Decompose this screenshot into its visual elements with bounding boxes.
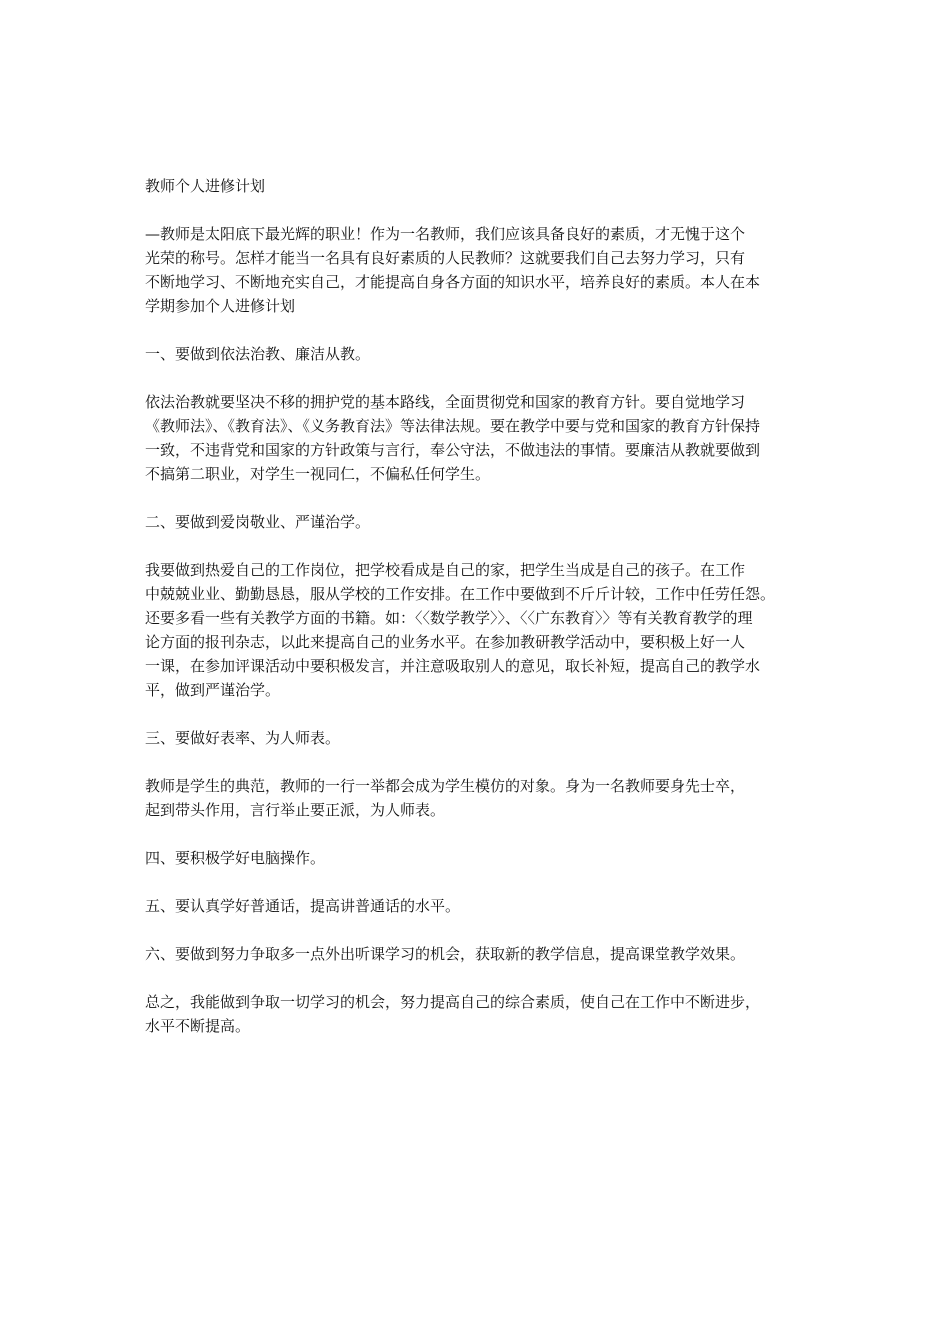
section-1-line: 一致，不违背党和国家的方针政策与言行，奉公守法，不做违法的事情。要廉洁从教就要做到 bbox=[145, 441, 761, 459]
section-1-heading: 一、要做到依法治教、廉洁从教。 bbox=[145, 345, 371, 363]
section-4-heading: 四、要积极学好电脑操作。 bbox=[145, 849, 326, 867]
section-2-line: 论方面的报刊杂志，以此来提高自己的业务水平。在参加教研教学活动中，要积极上好一人 bbox=[145, 633, 746, 651]
section-3-heading: 三、要做好表率、为人师表。 bbox=[145, 729, 341, 747]
section-5-heading: 五、要认真学好普通话，提高讲普通话的水平。 bbox=[145, 897, 461, 915]
intro-line: 光荣的称号。怎样才能当一名具有良好素质的人民教师？这就要我们自己去努力学习，只有 bbox=[145, 249, 746, 267]
section-1-line: 依法治教就要坚决不移的拥护党的基本路线，全面贯彻党和国家的教育方针。要自觉地学习 bbox=[145, 393, 746, 411]
document-title: 教师个人进修计划 bbox=[145, 177, 266, 195]
section-2-line: 一课，在参加评课活动中要积极发言，并注意吸取别人的意见，取长补短，提高自己的教学水 bbox=[145, 657, 761, 675]
section-1-line: 《教师法》、《教育法》、《义务教育法》等法律法规。要在教学中要与党和国家的教育方针保持 bbox=[145, 417, 761, 435]
section-3-line: 起到带头作用，言行举止要正派，为人师表。 bbox=[145, 801, 446, 819]
section-1-line: 不搞第二职业，对学生一视同仁，不偏私任何学生。 bbox=[145, 465, 491, 483]
document-page bbox=[145, 174, 815, 1062]
section-6-heading: 六、要做到努力争取多一点外出听课学习的机会，获取新的教学信息，提高课堂教学效果。 bbox=[145, 945, 746, 963]
section-3-paragraph bbox=[145, 774, 815, 822]
intro-line: 不断地学习、不断地充实自己，才能提高自身各方面的知识水平，培养良好的素质。本人在本 bbox=[145, 273, 761, 291]
intro-line: 学期参加个人进修计划 bbox=[145, 297, 296, 315]
section-2-line: 平，做到严谨治学。 bbox=[145, 681, 281, 699]
conclusion-paragraph bbox=[145, 990, 815, 1038]
section-2-line: 还要多看一些有关教学方面的书籍。如：〈〈数学教学〉〉、〈〈广东教育〉〉等有关教育教学的理 bbox=[145, 609, 753, 627]
conclusion-line: 总之，我能做到争取一切学习的机会，努力提高自己的综合素质，使自己在工作中不断进步， bbox=[145, 993, 761, 1011]
section-2-line: 中兢兢业业、勤勤恳恳，服从学校的工作安排。在工作中要做到不斤斤计较，工作中任劳任怨。 bbox=[145, 585, 776, 603]
intro-paragraph bbox=[145, 222, 815, 318]
intro-line: —教师是太阳底下最光辉的职业！作为一名教师，我们应该具备良好的素质，才无愧于这个 bbox=[145, 225, 746, 243]
section-2-paragraph bbox=[145, 558, 815, 702]
section-1-paragraph bbox=[145, 390, 815, 486]
section-3-line: 教师是学生的典范，教师的一行一举都会成为学生模仿的对象。身为一名教师要身先士卒， bbox=[145, 777, 746, 795]
section-2-line: 我要做到热爱自己的工作岗位，把学校看成是自己的家，把学生当成是自己的孩子。在工作 bbox=[145, 561, 746, 579]
conclusion-line: 水平不断提高。 bbox=[145, 1017, 251, 1035]
section-2-heading: 二、要做到爱岗敬业、严谨治学。 bbox=[145, 513, 371, 531]
